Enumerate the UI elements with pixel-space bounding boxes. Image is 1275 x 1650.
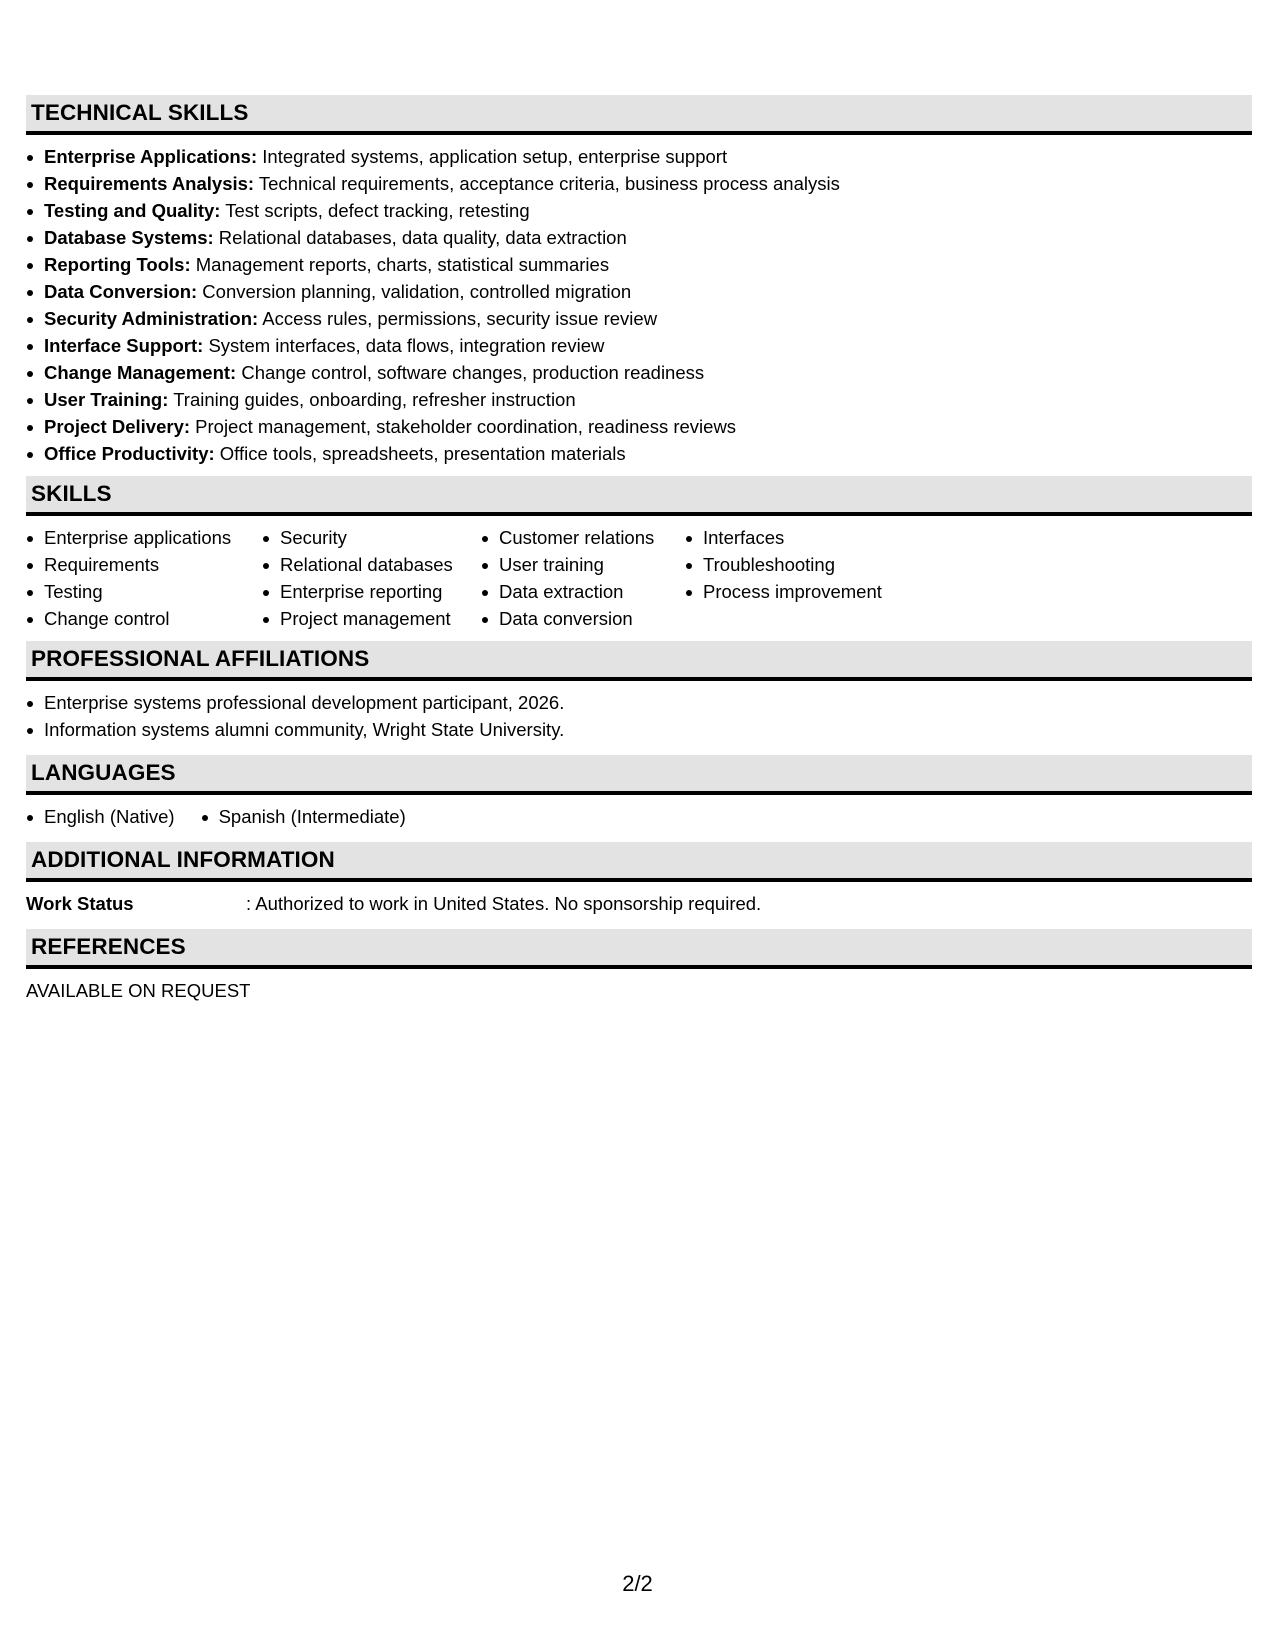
skill-item: Project management	[262, 605, 481, 632]
skill-details: Conversion planning, validation, controlled migration	[197, 281, 632, 302]
technical-skill-item	[26, 143, 1252, 170]
skills-column	[262, 524, 481, 632]
skill-item: Data conversion	[481, 605, 685, 632]
skills-column	[26, 524, 262, 632]
skill-item: Troubleshooting	[685, 551, 935, 578]
skill-details: Integrated systems, application setup, enterprise support	[257, 146, 728, 167]
section-title: SKILLS	[31, 481, 112, 506]
affiliation-item: Enterprise systems professional development participant, 2026.	[26, 689, 1252, 716]
resume-page	[26, 95, 1252, 1004]
skill-details: Test scripts, defect tracking, retesting	[220, 200, 530, 221]
technical-skill-item	[26, 278, 1252, 305]
skill-item: User training	[481, 551, 685, 578]
skill-details: Project management, stakeholder coordination, readiness reviews	[190, 416, 737, 437]
skill-category: Database Systems:	[44, 227, 214, 248]
technical-skill-item	[26, 440, 1252, 467]
section-spacer	[26, 830, 1252, 842]
skill-item: Security	[262, 524, 481, 551]
skill-details: Relational databases, data quality, data extraction	[213, 227, 627, 248]
work-status-row	[26, 890, 1252, 917]
skill-item: Enterprise reporting	[262, 578, 481, 605]
technical-skill-item	[26, 305, 1252, 332]
section-title: TECHNICAL SKILLS	[31, 100, 249, 125]
technical-skill-item	[26, 251, 1252, 278]
skill-category: Testing and Quality:	[44, 200, 221, 221]
affiliation-item: Information systems alumni community, Wright State University.	[26, 716, 1252, 743]
skill-item: Customer relations	[481, 524, 685, 551]
skill-item: Relational databases	[262, 551, 481, 578]
language-item: Spanish (Intermediate)	[201, 803, 406, 830]
section-title: PROFESSIONAL AFFILIATIONS	[31, 646, 370, 671]
section-title: ADDITIONAL INFORMATION	[31, 847, 335, 872]
technical-skill-item	[26, 386, 1252, 413]
skill-item: Interfaces	[685, 524, 935, 551]
affiliations-list	[26, 689, 1252, 743]
work-status-value: : Authorized to work in United States. No sponsorship required.	[246, 893, 762, 914]
technical-skill-item	[26, 224, 1252, 251]
skill-details: Office tools, spreadsheets, presentation materials	[214, 443, 626, 464]
skill-category: Office Productivity:	[44, 443, 215, 464]
skill-category: Interface Support:	[44, 335, 204, 356]
skill-item: Data extraction	[481, 578, 685, 605]
skill-item: Testing	[26, 578, 262, 605]
technical-skill-item	[26, 197, 1252, 224]
skill-category: User Training:	[44, 389, 169, 410]
skill-category: Change Management:	[44, 362, 237, 383]
skill-details: Management reports, charts, statistical summaries	[190, 254, 610, 275]
language-item: English (Native)	[26, 803, 175, 830]
section-spacer	[26, 632, 1252, 641]
skill-item: Enterprise applications	[26, 524, 262, 551]
technical-skill-item	[26, 170, 1252, 197]
skill-item: Process improvement	[685, 578, 935, 605]
affiliations-header	[26, 641, 1252, 681]
languages-list	[26, 803, 1252, 830]
skills-header	[26, 476, 1252, 516]
skills-column	[685, 524, 935, 632]
references-text: AVAILABLE ON REQUEST	[26, 980, 251, 1001]
skill-category: Data Conversion:	[44, 281, 198, 302]
section-spacer	[26, 467, 1252, 476]
work-status-label: Work Status	[26, 893, 134, 914]
technical-skill-item	[26, 332, 1252, 359]
skills-column	[481, 524, 685, 632]
skill-details: Training guides, onboarding, refresher instruction	[168, 389, 576, 410]
technical-skill-item	[26, 413, 1252, 440]
section-title: REFERENCES	[31, 934, 186, 959]
skills-grid	[26, 524, 1252, 632]
technical-skills-header	[26, 95, 1252, 135]
skill-details: Change control, software changes, production readiness	[236, 362, 705, 383]
skill-category: Security Administration:	[44, 308, 259, 329]
skill-category: Project Delivery:	[44, 416, 191, 437]
technical-skill-item	[26, 359, 1252, 386]
skill-item: Requirements	[26, 551, 262, 578]
technical-skills-list	[26, 143, 1252, 467]
skill-category: Requirements Analysis:	[44, 173, 255, 194]
skill-details: Access rules, permissions, security issue review	[258, 308, 658, 329]
section-spacer	[26, 917, 1252, 929]
section-spacer	[26, 743, 1252, 755]
skill-category: Reporting Tools:	[44, 254, 191, 275]
skill-item: Change control	[26, 605, 262, 632]
skill-category: Enterprise Applications:	[44, 146, 258, 167]
section-title: LANGUAGES	[31, 760, 176, 785]
languages-header	[26, 755, 1252, 795]
additional-information-header	[26, 842, 1252, 882]
skill-details: System interfaces, data flows, integration review	[203, 335, 605, 356]
skill-details: Technical requirements, acceptance criteria, business process analysis	[254, 173, 840, 194]
references-header	[26, 929, 1252, 969]
page-number: 2/2	[622, 1571, 653, 1596]
